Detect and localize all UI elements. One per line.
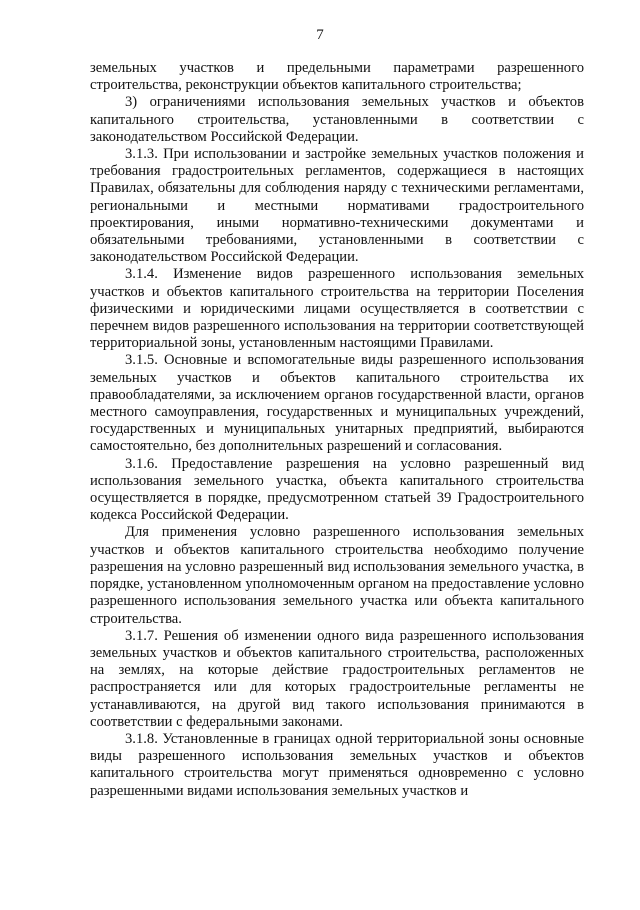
paragraph-continuation: земельных участков и предельными параметрами разрешенного строительства, реконструкции объектов капитального строительства; bbox=[90, 60, 584, 94]
paragraph-item-3: 3) ограничениями использования земельных участков и объектов капитального строительства, установленными в соответствии с законодательством Российской Федерации. bbox=[90, 94, 584, 145]
paragraph-conditional-use: Для применения условно разрешенного использования земельных участков и объектов капитального строительства необходимо получение разрешения на условно разрешенный вид использования земельного участка, в порядке, установленном уполномоченным органом на предоставление условно разрешенного использования земельного участка или объекта капитального строительства. bbox=[90, 524, 584, 627]
page-number: 7 bbox=[316, 27, 324, 43]
paragraph-3-1-3: 3.1.3. При использовании и застройке земельных участков положения и требования градостроительных регламентов, содержащиеся в настоящих Правилах, обязательны для соблюдения наряду с техническими регламентами, региональными и местными нормативами градостроительного проектирования, иными нормативно-техническими документами и обязательными требованиями, установленными в соответствии с законодательством Российской Федерации. bbox=[90, 146, 584, 266]
paragraph-3-1-5: 3.1.5. Основные и вспомогательные виды разрешенного использования земельных участков и объектов капитального строительства их правообладателями, за исключением органов государственной власти, органов местного самоуправления, государственных и муниципальных учреждений, государственных и муниципальных унитарных предприятий, выбираются самостоятельно, без дополнительных разрешений и согласования. bbox=[90, 352, 584, 455]
paragraph-3-1-4: 3.1.4. Изменение видов разрешенного использования земельных участков и объектов капитального строительства на территории Поселения физическими и юридическими лицами осуществляется в соответствии с перечнем видов разрешенного использования на территории соответствующей территориальной зоны, установленным настоящими Правилами. bbox=[90, 266, 584, 352]
paragraph-3-1-8: 3.1.8. Установленные в границах одной территориальной зоны основные виды разрешенного использования земельных участков и объектов капитального строительства могут применяться одновременно с условно разрешенными видами использования земельных участков и bbox=[90, 730, 584, 799]
document-body bbox=[90, 60, 584, 800]
paragraph-3-1-6: 3.1.6. Предоставление разрешения на условно разрешенный вид использования земельного участка, объекта капитального строительства осуществляется в порядке, предусмотренном статьей 39 Градостроительного кодекса Российской Федерации. bbox=[90, 455, 584, 524]
paragraph-3-1-7: 3.1.7. Решения об изменении одного вида разрешенного использования земельных участков и объектов капитального строительства, расположенных на землях, на которые действие градостроительных регламентов не распространяется или для которых градостроительные регламенты не устанавливаются, на другой вид такого использования принимаются в соответствии с федеральными законами. bbox=[90, 627, 584, 730]
